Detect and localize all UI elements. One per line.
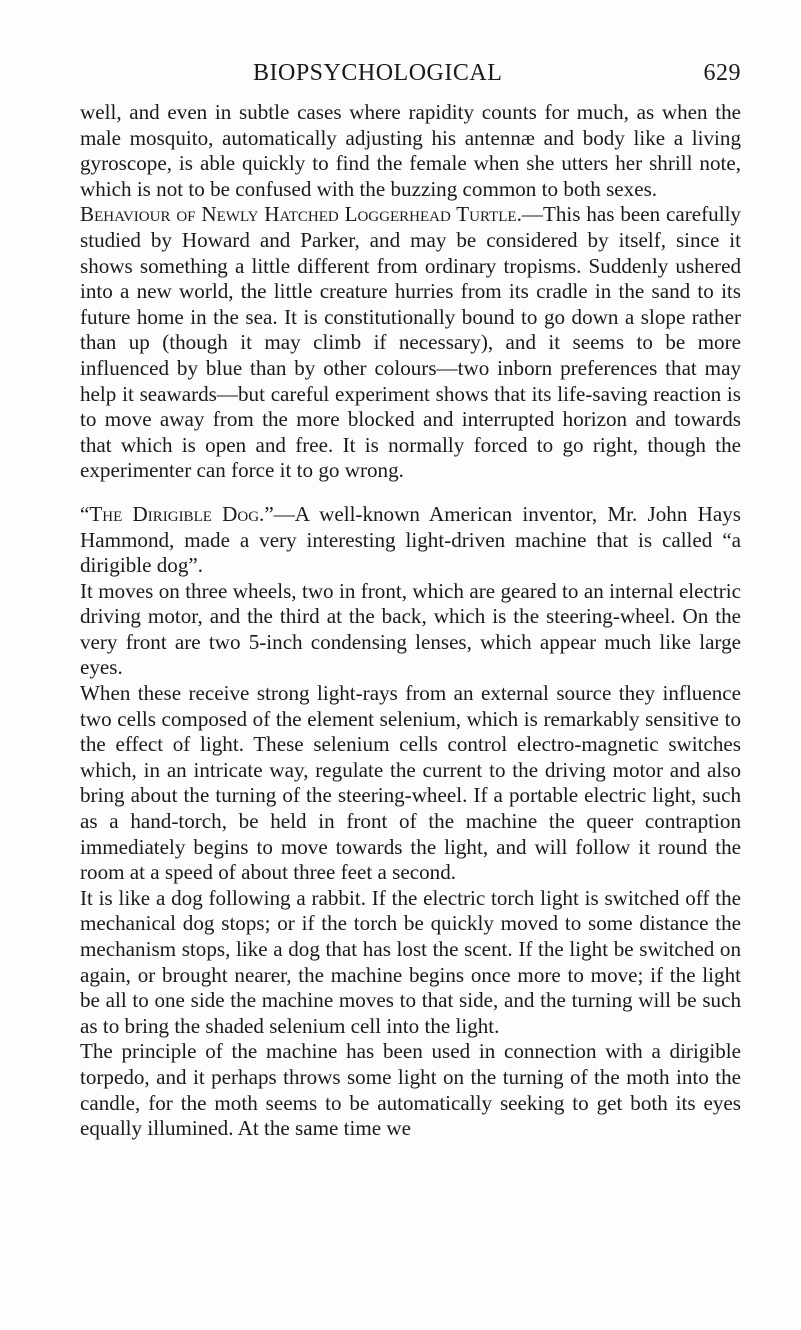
- paragraph-turtle: [80, 202, 741, 484]
- running-title: BIOPSYCHOLOGICAL: [253, 60, 503, 86]
- paragraph-selenium: [80, 681, 741, 886]
- body-text: [80, 100, 741, 1142]
- section-heading-dirigible-dog: “The Dirigible Dog.”: [80, 501, 274, 526]
- paragraph-text: —A well-known American inventor, Mr. John Hays Hammond, made a very interesting light-driven machine that is called “a dirigible dog”.: [80, 501, 741, 578]
- paragraph-text: It moves on three wheels, two in front, which are geared to an internal electric driving motor, and the third at the back, which is the steering-wheel. On the very front are two 5-inch condensing lenses, which appear much like large eyes.: [80, 578, 741, 680]
- paragraph-text: The principle of the machine has been used in connection with a dirigible torpedo, and it perhaps throws some light on the turning of the moth into the candle, for the moth seems to be automatically seeking to get both its eyes equally illumined. At the same time we: [80, 1039, 741, 1141]
- paragraph-text: well, and even in subtle cases where rapidity counts for much, as when the male mosquito, automatically adjusting his antennæ and body like a living gyroscope, is able quickly to find the female when she utters her shrill note, which is not to be confused with the buzzing common to both sexes.: [80, 100, 741, 201]
- paragraph-text: When these receive strong light-rays from an external source they influence two cells composed of the element selenium, which is remarkably sensitive to the effect of light. These selenium cells control electro-magnetic switches which, in an intricate way, regulate the current to the driving motor and also bring about the turning of the steering-wheel. If a portable electric light, such as a hand-torch, be held in front of the machine the queer contraption immediately begins to move towards the light, and will follow it round the room at a speed of about three feet a second.: [80, 681, 741, 885]
- paragraph-wheels: [80, 579, 741, 681]
- paragraph-rabbit: [80, 886, 741, 1040]
- paragraph-mosquito: [80, 100, 741, 202]
- paragraph-dirigible-dog: [80, 502, 741, 579]
- paragraph-text: —This has been carefully studied by Howard and Parker, and may be considered by itself, since it shows something a little different from ordinary tropisms. Suddenly ushered into a new world, the little creature hurries from its cradle in the sand to its future home in the sea. It is constitutionally bound to go down a slope rather than up (though it may climb if necessary), and it seems to be more influenced by blue than by other colours—two inborn preferences that may help it seawards—but careful experiment shows that its life-saving reaction is to move away from the more blocked and interrupted horizon and towards that which is open and free. It is normally forced to go right, though the experimenter can force it to go wrong.: [80, 202, 741, 483]
- page-number: 629: [703, 60, 741, 86]
- paragraph-text: It is like a dog following a rabbit. If the electric torch light is switched off the mechanical dog stops; or if the torch be quickly moved to some distance the mechanism stops, like a dog that has lost the scent. If the light be switched on again, or brought nearer, the machine begins once more to move; if the light be all to one side the machine moves to that side, and the turning will be such as to bring the shaded selenium cell into the light.: [80, 885, 741, 1038]
- section-gap: [80, 484, 741, 502]
- section-heading-turtle: Behaviour of Newly Hatched Loggerhead Turtle.: [80, 202, 522, 227]
- paragraph-torpedo: [80, 1039, 741, 1141]
- running-head: [80, 60, 741, 94]
